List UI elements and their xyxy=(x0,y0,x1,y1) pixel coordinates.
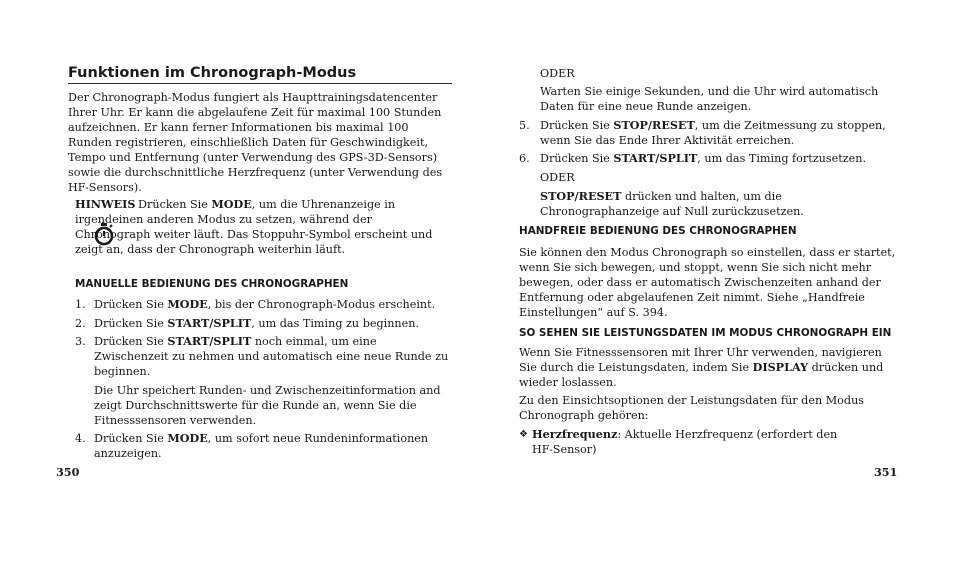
list-item: 5. Drücken Sie STOP/RESET, um die Zeitmessung zu stoppen, wenn Sie das Ende Ihrer Aktivität erreichen. xyxy=(519,118,886,147)
intro-paragraph: Der Chronograph-Modus fungiert als Haupttrainingsdatencenter Ihrer Uhr. Er kann die abgelaufene Zeit für maximal 100 Stunden aufzeichnen. Er kann ferner Informationen bis maximal 100 Runden registrieren, einschließlich Daten für Geschwindigkeit, Tempo und Entfernung (unter Verwendung des GPS-3D-Sensors) sowie die durchschnittliche Herzfrequenz (unter Verwendung des HF-Sensors). xyxy=(68,91,443,194)
page-number-left: 350 xyxy=(56,465,80,479)
handsfree-text: Sie können den Modus Chronograph so einstellen, dass er startet, wenn Sie sich bewegen, und stoppt, wenn Sie sich nicht mehr bewegen, oder dass er automatisch Zwischenzeiten anhand der Entfernung oder abgelaufenen Zeit nimmt. Siehe „Handfreie Einstellungen“ auf S. 394. xyxy=(519,246,896,319)
oder-1: ODER xyxy=(540,67,575,80)
list-item: 1. Drücken Sie MODE, bis der Chronograph-Modus erscheint. xyxy=(75,297,436,311)
list-item: 3. Drücken Sie START/SPLIT noch einmal, um eine Zwischenzeit zu nehmen und automatisch eine neue Runde zu beginnen. xyxy=(75,334,449,378)
note-text: : Drücken Sie MODE, um die Uhrenanzeige in irgendeinen anderen Modus zu setzen, während der Chronograph weiter läuft. Das Stoppuhr-Symbol erscheint und zeigt an, dass der Chronograph weiterhin läuft. xyxy=(75,197,433,256)
list-item: 2. Drücken Sie START/SPLIT, um das Timing zu beginnen. xyxy=(75,316,420,330)
section-title: Funktionen im Chronograph-Modus xyxy=(68,64,452,84)
handsfree-heading: HANDFREIE BEDIENUNG DES CHRONOGRAPHEN xyxy=(519,225,797,237)
reset-text: STOP/RESET drücken und halten, um die Chronographanzeige auf Null zurückzusetzen. xyxy=(540,189,804,218)
list-item: 4. Drücken Sie MODE, um sofort neue Rundeninformationen anzuzeigen. xyxy=(75,431,429,460)
performance-heading: SO SEHEN SIE LEISTUNGSDATEN IM MODUS CHRONOGRAPH EIN xyxy=(519,327,892,339)
bullet-item: ❖ Herzfrequenz: Aktuelle Herzfrequenz (erfordert den HF-Sensor) xyxy=(519,427,838,456)
options-intro: Zu den Einsichtsoptionen der Leistungsdaten für den Modus Chronograph gehören: xyxy=(519,394,865,422)
note-label: HINWEIS xyxy=(75,197,136,211)
page-number-right: 351 xyxy=(874,465,898,479)
wait-text: Warten Sie einige Sekunden, und die Uhr wird automatisch Daten für eine neue Runde anzeigen. xyxy=(540,85,879,113)
bullet-diamond-icon: ❖ xyxy=(519,429,528,440)
manual-heading: MANUELLE BEDIENUNG DES CHRONOGRAPHEN xyxy=(75,278,349,290)
step3-extra: Die Uhr speichert Runden- und Zwischenzeitinformation and zeigt Durchschnittswerte für die Runde an, wenn Sie die Fitnesssensoren verwenden. xyxy=(94,384,441,427)
oder-2: ODER xyxy=(540,171,575,184)
performance-text: Wenn Sie Fitnesssensoren mit Ihrer Uhr verwenden, navigieren Sie durch die Leistungsdaten, indem Sie DISPLAY drücken und wieder loslassen. xyxy=(519,346,884,389)
list-item: 6. Drücken Sie START/SPLIT, um das Timing fortzusetzen. xyxy=(519,151,866,165)
